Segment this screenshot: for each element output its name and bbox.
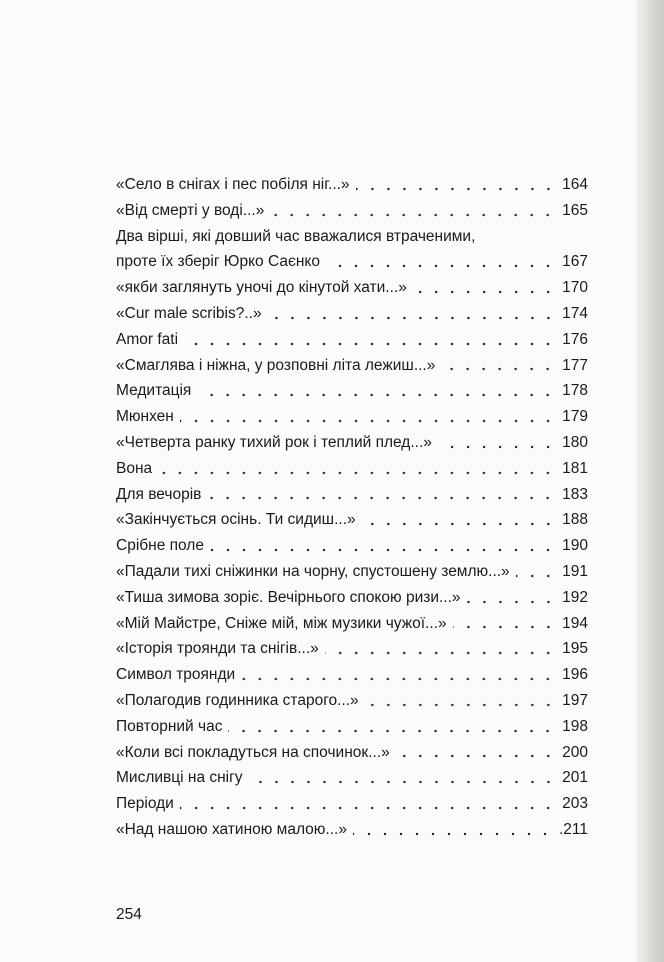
toc-entry-title: «Над нашою хатиною малою...» [116,820,347,838]
toc-entry-page: 174 [562,304,588,322]
toc-entry [116,327,588,353]
toc-entry-page: 197 [562,691,588,709]
toc-entry-title: «Падали тихі сніжинки на чорну, спустошену землю...» [116,562,510,580]
toc-entry-page: 164 [562,176,588,193]
dot-leader [184,342,556,346]
toc-entry [116,791,588,817]
toc-entry-title: Срібне поле [116,537,204,555]
toc-entry-title: проте їх зберіг Юрко Саєнко [116,253,320,271]
dot-leader [268,316,556,320]
toc-entry-title-line: Два вірші, які довший час вважалися втраченими, [116,227,476,245]
dot-leader [438,445,556,449]
toc-entry-title: «Мій Майстре, Сніже мій, між музики чужої...» [116,614,447,632]
toc-entry [116,482,588,508]
toc-entry [116,662,588,688]
dot-leader [207,496,556,500]
toc-entry-page: 170 [562,279,588,297]
toc-entry [116,224,588,276]
toc-entry-title: «Закінчується осінь. Ти сидиш...» [116,511,356,529]
toc-entry [116,301,588,327]
toc-entry [116,817,588,843]
toc-entry-title: «Тиша зимова зоріє. Вечірнього спокою ризи...» [116,588,461,606]
dot-leader [413,290,556,294]
toc-entry-title: Символ троянди [116,666,236,684]
toc-entry [116,611,588,637]
toc-entry-page: 176 [562,330,588,348]
toc-entry-page: 180 [562,433,588,451]
toc-entry-page: 194 [562,614,588,632]
dot-leader [441,367,556,371]
toc-entry-page: 179 [562,408,588,426]
toc-entry [116,353,588,379]
dot-leader [365,703,556,707]
toc-entry [116,714,588,740]
dot-leader [356,187,556,191]
toc-entry-title: Для вечорів [116,485,202,503]
page-number: 254 [116,906,142,923]
dot-leader [158,471,556,475]
dot-leader [197,393,556,397]
toc-entry-page: 195 [562,640,588,658]
toc-entry [116,430,588,456]
toc-entry [116,507,588,533]
dot-leader [362,522,556,526]
toc-entry [116,404,588,430]
toc-entry-page: 183 [562,485,588,503]
toc-entry-title: «Від смерті у воді...» [116,201,265,219]
dot-leader [180,419,556,423]
toc-entry-title: «Коли всі покладуться на спочинок...» [116,743,390,761]
dot-leader [516,574,556,578]
dot-leader [325,651,556,655]
toc-entry-title: «Полагодив годинника старого...» [116,691,359,709]
toc-entry-title: Amor fati [116,330,179,348]
toc-entry-page: 181 [562,459,588,477]
dot-leader [353,832,553,836]
toc-entry [116,378,588,404]
toc-entry-page: 196 [562,666,588,684]
toc-entry-title: «Село в снігах і пес побіля ніг...» [116,176,350,193]
dot-leader [467,600,556,604]
toc-entry-title: Періоди [116,795,174,813]
toc-entry-title: Мюнхен [116,408,174,426]
toc-entry [116,533,588,559]
toc-entry [116,456,588,482]
book-spine-shadow [636,0,664,962]
dot-leader [326,264,556,268]
toc-entry [116,740,588,766]
dot-leader [180,806,556,810]
toc-entry-page: 178 [562,382,588,400]
dot-leader [228,729,556,733]
toc-entry [116,172,588,198]
toc-entry-title: Повторний час [116,717,223,735]
toc-entry-page: 198 [562,717,588,735]
toc-entry [116,559,588,585]
toc-entry-page: 165 [562,201,588,219]
toc-entry-title: «Четверта ранку тихий рок і теплий плед...» [116,433,432,451]
toc-entry-title: «Історія троянди та снігів...» [116,640,319,658]
toc-entry-page: 192 [562,588,588,606]
toc-entry-title: «Смаглява і ніжна, у розповні літа лежиш...» [116,356,436,374]
toc-entry-title: «якби заглянуть уночі до кінутой хати...» [116,279,407,297]
toc-entry [116,585,588,611]
toc-entry [116,198,588,224]
toc-entry-page: 190 [562,537,588,555]
toc-entry-title: Вона [116,459,153,477]
toc-entry-page: 201 [562,769,588,787]
toc-entry-title: Мисливці на снігу [116,769,243,787]
dot-leader [241,677,556,681]
toc-entry-title: «Cur male scribis?..» [116,304,262,322]
dot-leader [396,754,556,758]
dot-leader [453,625,556,629]
table-of-contents [116,172,588,843]
toc-entry-page: 200 [562,743,588,761]
toc-entry [116,636,588,662]
dot-leader [270,213,556,217]
toc-entry-page: 188 [562,511,588,529]
toc-entry-page: 177 [562,356,588,374]
toc-entry [116,275,588,301]
toc-entry [116,688,588,714]
toc-entry-page: 203 [562,795,588,813]
toc-entry [116,765,588,791]
toc-entry-title: Медитація [116,382,192,400]
toc-entry-page: 167 [562,253,588,271]
toc-entry-page: .211 [558,820,588,838]
toc-entry-page: 191 [562,562,588,580]
dot-leader [210,548,556,552]
dot-leader [249,780,556,784]
